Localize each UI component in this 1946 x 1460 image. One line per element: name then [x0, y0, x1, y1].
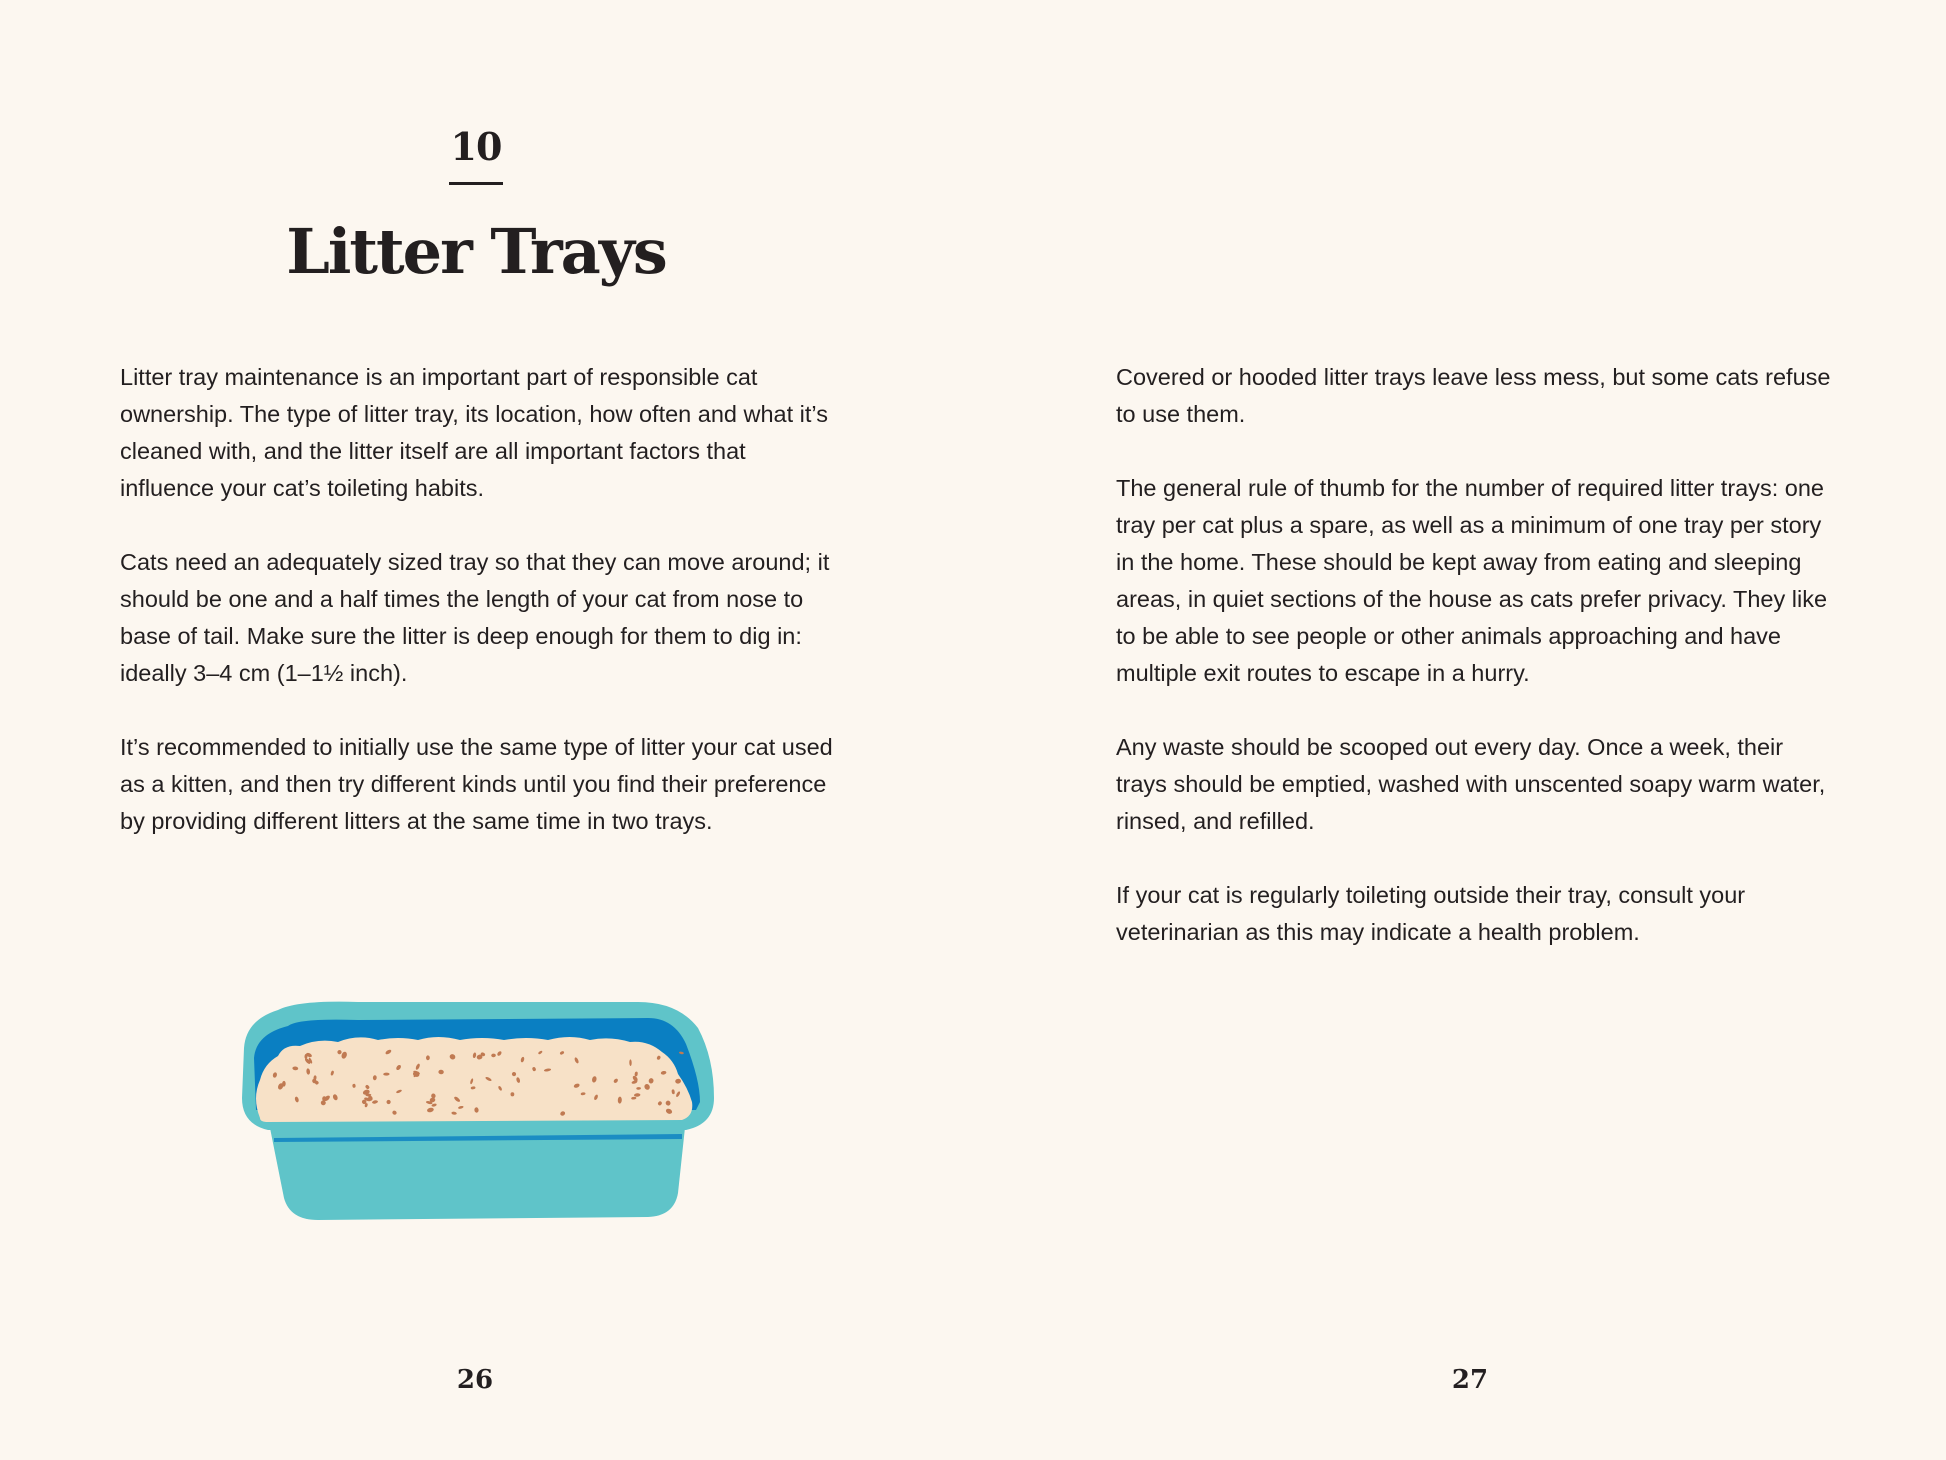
- paragraph: Litter tray maintenance is an important part of responsible cat ownership. The type of litter tray, its location, how often and what it’s cleaned with, and the litter itself are all important factors that influence your cat’s toileting habits.: [120, 364, 828, 501]
- paragraph: The general rule of thumb for the number of required litter trays: one tray per cat plus a spare, as well as a minimum of one tray per story in the home. These should be kept away from eating and sleeping areas, in quiet sections of the house as cats prefer privacy. They like to be able to see people or other animals approaching and have multiple exit routes to escape in a hurry.: [1116, 475, 1828, 686]
- litter-speck: [387, 1100, 391, 1104]
- right-page-body: [1116, 359, 1836, 988]
- paragraph: Covered or hooded litter trays leave less mess, but some cats refuse to use them.: [1116, 364, 1831, 427]
- litter-fill: [256, 1037, 692, 1122]
- page-number-right: 27: [1451, 1365, 1489, 1395]
- chapter-number: 10: [450, 124, 502, 169]
- chapter-title: Litter Trays: [286, 215, 666, 288]
- paragraph: It’s recommended to initially use the same type of litter your cat used as a kitten, and then try different kinds until you find their preference by providing different litters at the same time in two trays.: [120, 734, 833, 834]
- litter-tray-illustration: [238, 998, 716, 1222]
- paragraph: Any waste should be scooped out every day. Once a week, their trays should be emptied, washed with unscented soapy warm water, rinsed, and refilled.: [1116, 734, 1826, 834]
- left-page-body: [120, 359, 840, 877]
- paragraph: Cats need an adequately sized tray so that they can move around; it should be one and a half times the length of your cat from nose to base of tail. Make sure the litter is deep enough for them to dig in: ideally 3–4 cm (1–1½ inch).: [120, 549, 830, 686]
- tray-body: [268, 1118, 686, 1220]
- paragraph: If your cat is regularly toileting outside their tray, consult your veterinarian as this may indicate a health problem.: [1116, 882, 1746, 945]
- litter-speck: [511, 1092, 515, 1096]
- chapter-rule-divider: [449, 182, 503, 185]
- page-number-left: 26: [456, 1365, 494, 1395]
